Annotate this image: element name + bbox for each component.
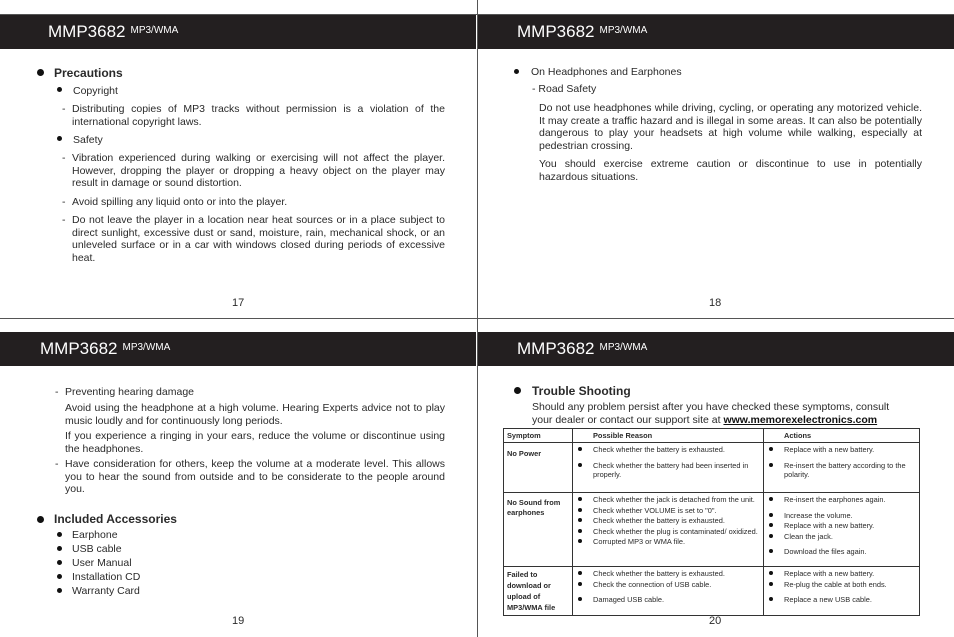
model-name: MMP3682 xyxy=(40,339,118,358)
reason-item: Check whether the battery is exhausted. xyxy=(576,516,760,525)
page-header xyxy=(0,332,476,366)
hearing-text-2: If you experience a ringing in your ears, reduce the volume or discontinue using the headphones. xyxy=(65,430,445,455)
model-sub: MP3/WMA xyxy=(599,25,648,36)
action-cell xyxy=(764,567,920,616)
accessories-heading: Included Accessories xyxy=(54,512,177,526)
page-header xyxy=(0,15,476,49)
model-name: MMP3682 xyxy=(517,339,595,358)
model-sub: MP3/WMA xyxy=(599,342,648,353)
page-20 xyxy=(478,319,954,637)
table-row xyxy=(504,493,920,567)
action-item: Download the files again. xyxy=(767,547,916,556)
safety-label: Safety xyxy=(73,134,103,146)
bullet-icon xyxy=(57,87,62,92)
dash: - xyxy=(62,214,66,226)
intro-text: Should any problem persist after you have checked these symptoms, consult your dealer or contact our support site at xyxy=(532,401,890,426)
dash: - xyxy=(62,103,66,115)
reason-item: Check whether the jack is detached from the unit. xyxy=(576,495,760,504)
model-sub: MP3/WMA xyxy=(122,342,171,353)
bullet-icon xyxy=(37,516,44,523)
reason-item: Check whether the battery is exhausted. xyxy=(576,569,760,578)
action-item: Replace with a new battery. xyxy=(767,521,916,530)
model-name: MMP3682 xyxy=(48,22,126,41)
symptom-cell: No Power xyxy=(504,443,573,493)
bullet-icon xyxy=(57,546,62,551)
reason-item: Check the connection of USB cable. xyxy=(576,580,760,589)
action-item: Re-insert the earphones again. xyxy=(767,495,916,504)
page-19 xyxy=(0,319,476,637)
action-item: Re-insert the battery according to the polarity. xyxy=(767,461,916,480)
safety-text-3: Do not leave the player in a location near heat sources or in a place subject to direct sunlight, excessive dust or sand, moisture, rain, mechanical shock, or an unleveled surface or in a car with windows closed during periods of excessive heat. xyxy=(72,214,445,264)
road-safety-text-1: Do not use headphones while driving, cycling, or operating any motorized vehicle. It may create a traffic hazard and is illegal in some areas. It can also be potentially dangerous to play your headsets at high volume while walking, especially at pedestrian crossing. xyxy=(539,102,922,152)
trouble-intro xyxy=(532,401,912,426)
troubleshooting-table xyxy=(503,428,920,616)
reason-cell xyxy=(573,493,764,567)
dash: - xyxy=(55,386,59,398)
header-title xyxy=(517,339,647,359)
reason-cell xyxy=(573,567,764,616)
model-sub: MP3/WMA xyxy=(130,25,179,36)
column-header: Symptom xyxy=(504,429,573,443)
action-cell xyxy=(764,493,920,567)
bullet-icon xyxy=(57,560,62,565)
hearing-text-1: Avoid using the headphone at a high volume. Hearing Experts advice not to play music loudly and for continuously long periods. xyxy=(65,402,445,427)
reason-cell xyxy=(573,443,764,493)
action-item: Increase the volume. xyxy=(767,511,916,520)
accessory-item: User Manual xyxy=(72,557,132,569)
page-number: 18 xyxy=(709,297,722,309)
action-item: Replace with a new battery. xyxy=(767,445,916,454)
reason-item: Check whether the battery is exhausted. xyxy=(576,445,760,454)
reason-item: Check whether VOLUME is set to "0". xyxy=(576,506,760,515)
page-number: 17 xyxy=(232,297,245,309)
symptom-cell: No Sound from earphones xyxy=(504,493,573,567)
accessory-item: Earphone xyxy=(72,529,118,541)
bullet-icon xyxy=(57,574,62,579)
page-17 xyxy=(0,0,476,318)
symptom-cell: Failed to download or upload of MP3/WMA file xyxy=(504,567,573,616)
copyright-label: Copyright xyxy=(73,85,118,97)
action-item: Clean the jack. xyxy=(767,532,916,541)
hearing-label: Preventing hearing damage xyxy=(65,386,195,398)
dash: - xyxy=(62,196,66,208)
accessory-item: Installation CD xyxy=(72,571,141,583)
consideration-text: Have consideration for others, keep the volume at a moderate level. This allows you to hear the sound from outside and to be considerate to the people around you. xyxy=(65,458,445,496)
table-header-row xyxy=(504,429,920,443)
road-safety-text-2: You should exercise extreme caution or discontinue to use in potentially hazardous situations. xyxy=(539,158,922,183)
action-item: Replace a new USB cable. xyxy=(767,595,916,604)
action-cell xyxy=(764,443,920,493)
header-title xyxy=(517,22,647,42)
page-18 xyxy=(478,0,954,318)
bullet-icon xyxy=(57,532,62,537)
bullet-icon xyxy=(37,69,44,76)
support-site-link[interactable]: www.memorexelectronics.com xyxy=(723,413,878,426)
reason-item: Damaged USB cable. xyxy=(576,595,760,604)
header-title xyxy=(40,339,170,359)
page-number: 20 xyxy=(709,615,722,627)
table-row xyxy=(504,443,920,493)
dash: - xyxy=(55,458,59,470)
page-header xyxy=(478,332,954,366)
table-row xyxy=(504,567,920,616)
section-heading: Precautions xyxy=(54,66,123,80)
dash: - xyxy=(62,152,66,164)
copyright-text: Distributing copies of MP3 tracks without permission is a violation of the international copyright laws. xyxy=(72,103,445,128)
reason-item: Check whether the battery had been inserted in properly. xyxy=(576,461,760,480)
bullet-icon xyxy=(57,588,62,593)
bullet-icon xyxy=(514,69,519,74)
accessory-item: Warranty Card xyxy=(72,585,140,597)
reason-item: Corrupted MP3 or WMA file. xyxy=(576,537,760,546)
header-title xyxy=(48,22,178,42)
accessory-item: USB cable xyxy=(72,543,122,555)
column-header: Possible Reason xyxy=(573,429,764,443)
reason-item: Check whether the plug is contaminated/ oxidized. xyxy=(576,527,760,536)
bullet-icon xyxy=(57,136,62,141)
safety-text-2: Avoid spilling any liquid onto or into the player. xyxy=(72,196,288,208)
action-item: Re-plug the cable at both ends. xyxy=(767,580,916,589)
column-header: Actions xyxy=(764,429,920,443)
action-item: Replace with a new battery. xyxy=(767,569,916,578)
section-heading: On Headphones and Earphones xyxy=(531,66,682,78)
model-name: MMP3682 xyxy=(517,22,595,41)
road-safety-label: - Road Safety xyxy=(532,83,597,95)
section-heading: Trouble Shooting xyxy=(532,384,631,398)
safety-text-1: Vibration experienced during walking or exercising will not affect the player. However, dropping the player or dropping a heavy object on the player may result in damage or sound distortion. xyxy=(72,152,445,190)
page-number: 19 xyxy=(232,615,245,627)
bullet-icon xyxy=(514,387,521,394)
page-header xyxy=(478,15,954,49)
